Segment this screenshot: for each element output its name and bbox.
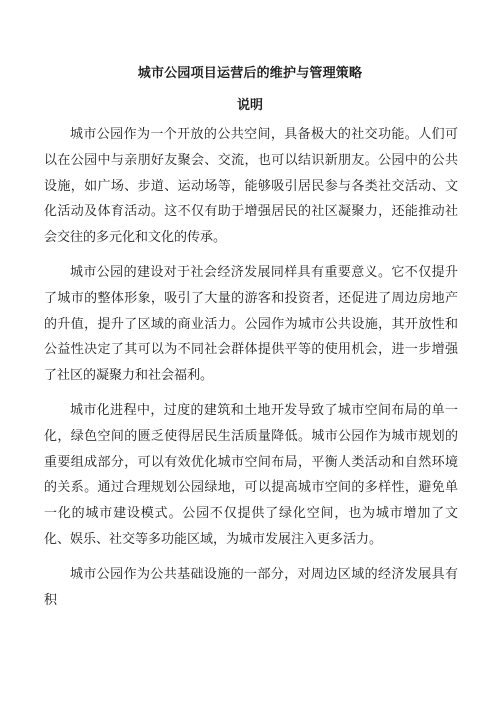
paragraph-4: 城市公园作为公共基础设施的一部分，对周边区域的经济发展具有积 bbox=[44, 566, 458, 608]
paragraph-3: 城市化进程中，过度的建筑和土地开发导致了城市空间布局的单一化，绿色空间的匮乏使得居民生活质量降低。城市公园作为城市规划的重要组成部分，可以有效优化城市空间布局，平衡人类活动和自然环境的关系。通过合理规划公园绿地，可以提高城市空间的多样性，避免单一化的城市建设模式。公园不仅提供了绿化空间，也为城市增加了文化、娱乐、社交等多功能区域，为城市发展注入更多活力。 bbox=[44, 402, 458, 547]
document-subtitle: 说明 bbox=[236, 98, 263, 113]
paragraph-2: 城市公园的建设对于社会经济发展同样具有重要意义。它不仅提升了城市的整体形象，吸引了大量的游客和投资者，还促进了周边房地产的升值，提升了区域的商业活力。公园作为城市公共设施，其开放性和公益性决定了其可以为不同社会群体提供平等的使用机会，进一步增强了社区的凝聚力和社会福利。 bbox=[44, 264, 458, 384]
document-title: 城市公园项目运营后的维护与管理策略 bbox=[137, 66, 363, 81]
document-body bbox=[44, 122, 458, 613]
paragraph-1: 城市公园作为一个开放的公共空间，具备极大的社交功能。人们可以在公园中与亲朋好友聚会、交流，也可以结识新朋友。公园中的公共设施，如广场、步道、运动场等，能够吸引居民参与各类社交活动、文化活动及体育活动。这不仅有助于增强居民的社区凝聚力，还能推动社会交往的多元化和文化的传承。 bbox=[44, 127, 458, 246]
